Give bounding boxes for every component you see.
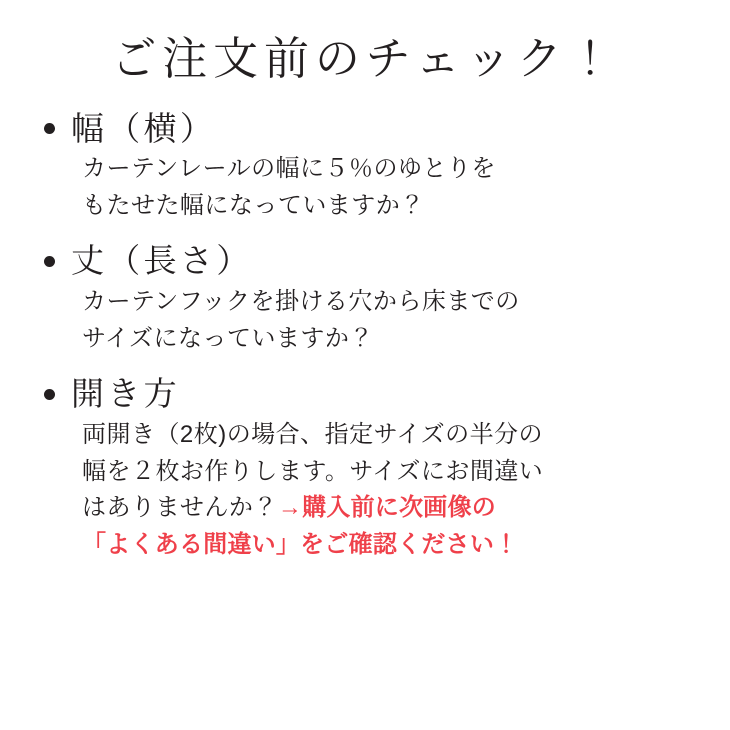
section-opening-style-line-1: 両開き（2枚)の場合、指定サイズの半分の <box>82 421 544 449</box>
section-opening-style-title: 開き方 <box>71 375 180 413</box>
section-opening-style-heading <box>40 375 690 413</box>
section-width-heading <box>40 110 690 148</box>
section-width-line-1: カーテンレールの幅に５％のゆとりを <box>82 155 496 183</box>
section-length-line-1: カーテンフックを掛ける穴から床までの <box>82 288 520 316</box>
bullet-dot-icon <box>44 123 55 134</box>
section-opening-style-body <box>82 417 690 563</box>
section-opening-style <box>40 375 690 563</box>
page-title: ご注文前のチェック！ <box>111 33 619 84</box>
section-length <box>40 242 690 357</box>
section-length-line-2: サイズになっていますか？ <box>82 324 374 352</box>
section-length-title: 丈（長さ） <box>71 242 253 280</box>
bullet-dot-icon <box>44 389 55 400</box>
bullet-dot-icon <box>44 256 55 267</box>
section-opening-style-line-2: 幅を２枚お作りします。サイズにお間違い <box>82 457 544 485</box>
section-opening-style-line-3-text: はありませんか？ <box>82 494 278 522</box>
section-width-title: 幅（横） <box>71 109 217 147</box>
section-width-line-2: もたせた幅になっていますか？ <box>82 191 425 219</box>
common-mistakes-callout: 「よくある間違い」をご確認ください！ <box>82 530 519 558</box>
section-length-body <box>82 284 690 357</box>
section-length-heading <box>40 242 690 280</box>
next-image-callout: →購入前に次画像の <box>277 494 497 522</box>
section-opening-style-line-3 <box>82 490 690 526</box>
section-width <box>40 110 690 225</box>
section-width-body <box>82 151 690 224</box>
